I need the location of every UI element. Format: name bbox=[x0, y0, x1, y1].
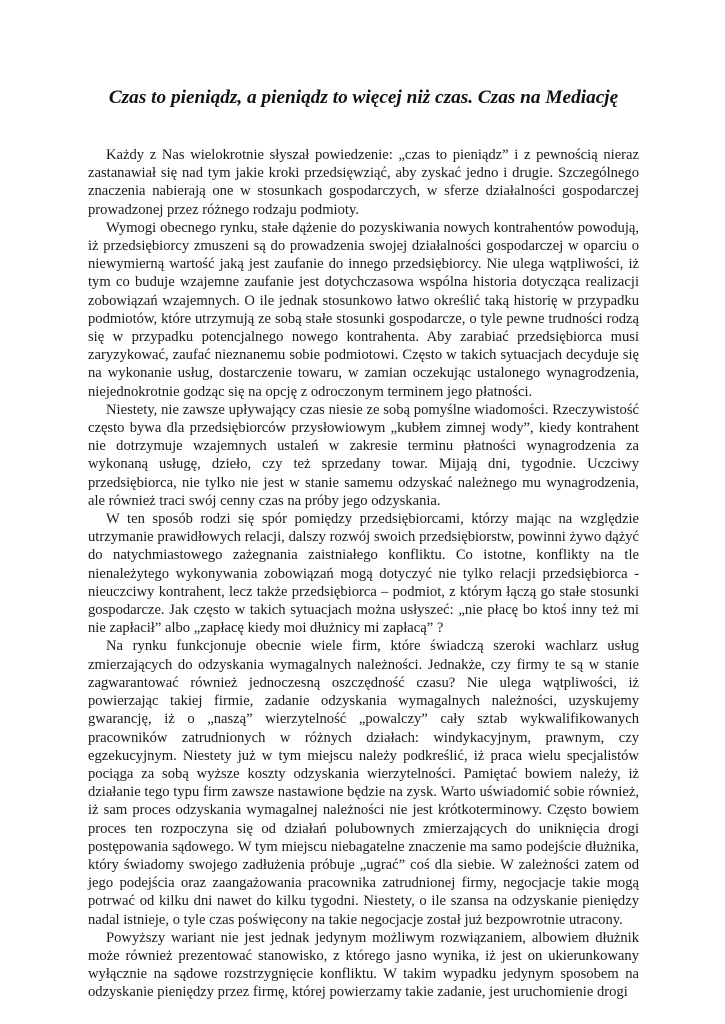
document-body bbox=[88, 146, 639, 1002]
paragraph: Powyższy wariant nie jest jednak jedynym możliwym rozwiązaniem, albowiem dłużnik może również prezentować stanowisko, z którego jasno wynika, iż jest on ukierunkowany wyłącznie na sądowe rozstrzygnięcie konfliktu. W takim wypadku jedynym sposobem na odzyskanie pieniędzy przez firmę, której powierzamy takie zadanie, jest uruchomienie drogi bbox=[88, 929, 639, 1001]
paragraph: W ten sposób rodzi się spór pomiędzy przedsiębiorcami, którzy mając na względzie utrzymanie prawidłowych relacji, dalszy rozwój swoich przedsiębiorstw, powinni żywo dążyć do natychmiastowego zażegnania zaistniałego konfliktu. Co istotne, konflikty na tle nienależytego wykonywania zobowiązań mogą dotyczyć nie tylko relacji przedsiębiorca - nieuczciwy kontrahent, lecz także przedsiębiorca – podmiot, z którym łączą go stałe stosunki gospodarcze. Jak często w takich sytuacjach można usłyszeć: „nie płacę bo ktoś inny też mi nie zapłacił” albo „zapłacę kiedy moi dłużnicy mi zapłacą” ? bbox=[88, 511, 639, 637]
paragraph: Wymogi obecnego rynku, stałe dążenie do pozyskiwania nowych kontrahentów powodują, iż przedsiębiorcy zmuszeni są do prowadzenia swojej działalności gospodarczej w oparciu o niewymierną wartość jaką jest zaufanie do innego przedsiębiorcy. Nie ulega wątpliwości, iż tym co buduje wzajemne zaufanie jest dotychczasowa wspólna historia dotycząca realizacji zobowiązań wzajemnych. O ile jednak stosunkowo łatwo określić taką historię w przypadku podmiotów, które utrzymują ze sobą stałe stosunki gospodarcze, o tyle pewne trudności rodzą się w przypadku potencjalnego nowego kontrahenta. Aby zarabiać przedsiębiorca musi zaryzykować, zaufać nieznanemu sobie podmiotowi. Często w takich sytuacjach decyduje się na wykonanie usług, dostarczenie towaru, w zamian oczekując ustalonego wynagrodzenia, niejednokrotnie godząc się na opcję z odroczonym terminem jego płatności. bbox=[88, 219, 639, 400]
paragraph: Na rynku funkcjonuje obecnie wiele firm, które świadczą szeroki wachlarz usług zmierzających do odzyskania wymagalnych należności. Jednakże, czy firmy te są w stanie zagwarantować również jednoczesną oszczędność czasu? Nie ulega wątpliwości, iż powierzając takiej firmie, zadanie odzyskania wymagalnych należności, uzyskujemy gwarancję, iż o „naszą” wierzytelność „powalczy” cały sztab wykwalifikowanych pracowników zatrudnionych w różnych działach: windykacyjnym, prawnym, czy egzekucyjnym. Niestety już w tym miejscu należy podkreślić, iż praca wielu specjalistów pociąga za sobą wyższe koszty odzyskania wierzytelności. Pamiętać bowiem należy, iż działanie tego typu firm zawsze nastawione będzie na zysk. Warto uświadomić sobie również, iż sam proces odzyskania wymagalnej należności nie jest krótkoterminowy. Często bowiem proces ten rozpoczyna się od działań polubownych zmierzających do uniknięcia drogi postępowania sądowego. W tym miejscu niebagatelne znaczenie ma samo podejście dłużnika, który świadomy swojego zadłużenia próbuje „ugrać” coś dla siebie. W zależności zatem od jego podejścia oraz zaangażowania pracownika zatrudnionej firmy, negocjacje takie mogą potrwać od kilku dni nawet do kilku tygodni. Niestety, o ile szansa na odzyskanie pieniędzy nadal istnieje, o tyle czas poświęcony na takie negocjacje został już bezpowrotnie utracony. bbox=[88, 638, 639, 928]
paragraph: Niestety, nie zawsze upływający czas niesie ze sobą pomyślne wiadomości. Rzeczywistość często bywa dla przedsiębiorców przysłowiowym „kubłem zimnej wody”, kiedy kontrahent nie dotrzymuje wzajemnych ustaleń w zakresie terminu płatności wynagrodzenia za wykonaną usługę, dzieło, czy też sprzedany towar. Mijają dni, tygodnie. Uczciwy przedsiębiorca, nie tylko nie jest w stanie samemu odzyskać należnego mu wynagrodzenia, ale również traci swój cenny czas na próby jego odzyskania. bbox=[88, 401, 639, 509]
paragraph: Każdy z Nas wielokrotnie słyszał powiedzenie: „czas to pieniądz” i z pewnością nieraz zastanawiał się nad tym jakie kroki przedsięwziąć, aby zyskać jedno i drugie. Szczególnego znaczenia nabierają one w stosunkach gospodarczych, w sferze działalności gospodarczej prowadzonej przez różnego rodzaju podmioty. bbox=[88, 147, 639, 218]
document-title: Czas to pieniądz, a pieniądz to więcej niż czas. Czas na Mediację bbox=[108, 87, 619, 108]
